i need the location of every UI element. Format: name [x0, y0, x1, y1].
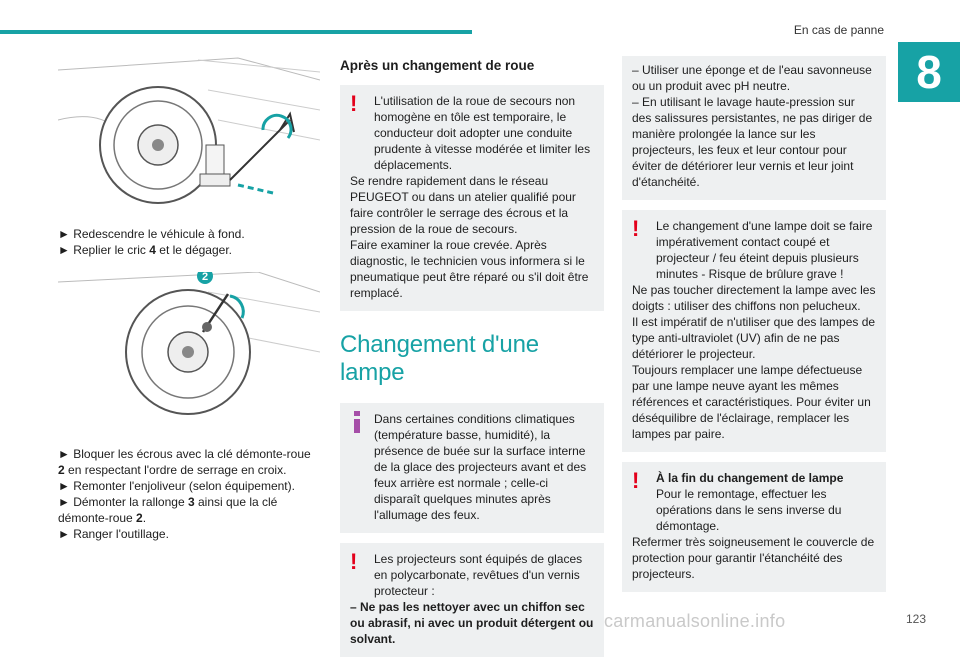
step-item: ► Bloquer les écrous avec la clé démonte-roue 2 en respectant l'ordre de serrage en croix.	[58, 447, 311, 477]
callout-number: 2	[201, 272, 209, 283]
column-middle	[340, 58, 604, 667]
warning-box-polycarbonate: ! Les projecteurs sont équipés de glaces en polycarbonate, revêtues d'un vernis protecteur : – Ne pas les nettoyer avec un chiffon sec ou abrasif, ni avec un produit détergent ou solvant.	[340, 543, 604, 657]
column-right	[622, 56, 886, 602]
warning-box-spare-wheel: ! L'utilisation de la roue de secours non homogène en tôle est temporaire, le conducteur doit adopter une conduite prudente à vitesse modérée et limiter les déplacements. Se rendre rapidement dans le réseau PEUGEOT ou dans un atelier qualifié pour faire contrôler le serrage des écrous et la pression de la roue de secours. Faire examiner la roue crevée. Après diagnostic, le technicien vous informera si le pneumatique peut être réparé ou s'il doit être remplacé.	[340, 85, 604, 311]
warning-box-lamp-change: ! Le changement d'une lampe doit se faire impérativement contact coupé et projecteur / feu éteint depuis plusieurs minutes - Risque de brûlure grave ! Ne pas toucher directement la lampe avec les doigts : utiliser des chiffons non pelucheux. Il est impératif de n'utiliser que des lampes de type anti-ultraviolet (UV) afin de ne pas détériorer le projecteur. Toujours remplacer une lampe défectueuse par une lampe neuve ayant les mêmes références et caractéristiques. Pour éviter un déséquilibre de l'éclairage, remplacer les lampes par paire.	[622, 210, 886, 452]
warning-icon: !	[350, 91, 358, 116]
chapter-title: Changement d'une lampe	[340, 331, 539, 386]
warning-box-end-lamp-change: ! À la fin du changement de lampe Pour le remontage, effectuer les opérations dans le sens inverse du démontage. Refermer très soigneusement le couvercle de protection pour garantir l'étanchéité des projecteurs.	[622, 462, 886, 592]
step-item: ► Replier le cric 4 et le dégager.	[58, 243, 232, 257]
steps-list-a	[58, 226, 320, 258]
header-accent-bar	[0, 30, 472, 34]
illustration-jack-lowering	[58, 50, 320, 210]
step-item: ► Ranger l'outillage.	[58, 527, 169, 541]
warning-icon: !	[350, 549, 358, 574]
chapter-badge: 8	[898, 42, 960, 102]
step-item: ► Remonter l'enjoliveur (selon équipement).	[58, 479, 295, 493]
section-title: Après un changement de roue	[340, 58, 535, 73]
page-header-title: En cas de panne	[793, 23, 884, 37]
illustration-wheel-nuts	[58, 272, 320, 432]
warning-icon: !	[632, 216, 640, 241]
column-left	[58, 50, 320, 542]
warning-icon: !	[632, 468, 640, 493]
info-box-condensation: Dans certaines conditions climatiques (température basse, humidité), la présence de buée sur la surface interne de la glace des projecteurs avant et des feux arrière est normale ; celle-ci disparaît quelques minutes après l'allumage des feux.	[340, 403, 604, 533]
step-item: ► Redescendre le véhicule à fond.	[58, 227, 245, 241]
steps-list-b	[58, 446, 320, 542]
page-number: 123	[905, 612, 926, 626]
step-item: ► Démonter la rallonge 3 ainsi que la clé démonte-roue 2.	[58, 495, 278, 525]
watermark: carmanualsonline.info	[604, 611, 786, 631]
cleaning-instructions-box: – Utiliser une éponge et de l'eau savonneuse ou un produit avec pH neutre. – En utilisant le lavage haute-pression sur des salissures persistantes, ne pas diriger de manière prolongée la lance sur les projecteurs, les feux et leur contour pour éviter de détériorer leur vernis et leur joint d'étanchéité.	[622, 56, 886, 200]
info-icon	[352, 411, 362, 433]
